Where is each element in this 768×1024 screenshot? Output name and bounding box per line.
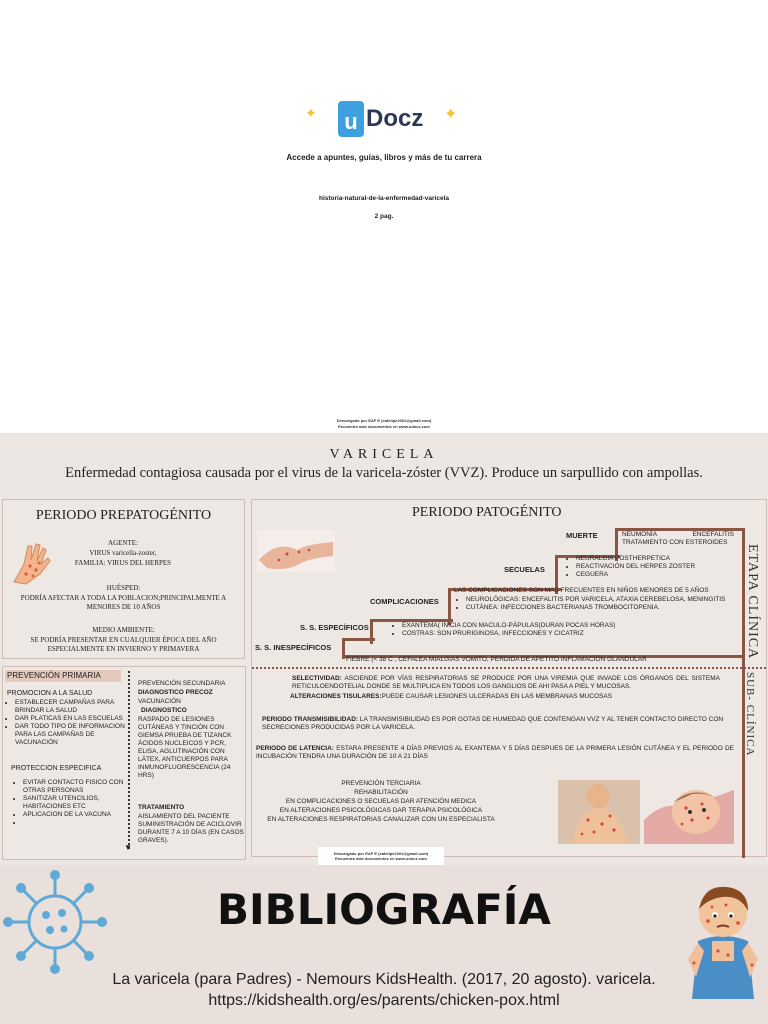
sequelae-label: SECUELAS	[504, 565, 545, 574]
tagline: Accede a apuntes, guías, libros y más de tu carrera	[286, 153, 482, 162]
download-footer: Descargado por EAF E (eafelipe2001@gmail.com)	[336, 418, 432, 423]
transmissibility-body: LA TRANSMISIBILIDAD ES POR GOTAS DE HUMEDAD QUE CONTENGAN VVZ Y AL TENER CONTACTO DIRECTO CON SECRECIONES PRODUCIDAS POR LA VARICELA.	[262, 716, 724, 731]
specific-protection-label: PROTECCION ESPECIFICA	[11, 765, 102, 772]
specific-protection-list	[11, 779, 135, 827]
environment-label: MEDIO AMBIENTE:	[92, 626, 155, 634]
rehabilitation-label: REHABILITACIÓN	[354, 789, 408, 796]
transmissibility-text	[262, 716, 728, 732]
holding-hands-image	[257, 530, 335, 572]
list-item: • DAR TODO TIPO DE INFORMACION PARA LAS CAMPAÑAS DE VACUNACIÓN	[15, 723, 137, 747]
latency-body: ESTARA PRESENTE 4 DÍAS PREVIOS AL EXANTEMA Y 5 DÍAS DESPUES DE LA PRIMERA LESIÓN CUTÁNEA Y EL PERIODO DE INCUBACIÓN TENDRA UNA DURACIÓN DE 10 A 21 DÍAS	[256, 745, 734, 760]
clinical-stage-label: ETAPA CLÍNICA	[745, 544, 760, 660]
treatment-text: AISLAMIENTO DEL PACIENTE SUMINISTRACIÓN DE ACICLOVIR DURANTE 7 A 10 DÍAS (EN CASOS GRAVES).	[138, 813, 244, 844]
logo-u: u	[338, 101, 364, 137]
specific-signs-label: S. S. ESPECÍFICOS	[300, 623, 369, 632]
nonspecific-signs-label: S. S. INESPECÍFICOS	[255, 643, 332, 652]
nonspecific-signs-text: FIEBRE (< 38 C , CEFALEA MIALGIAS VOMITO, PERDIDA DE APETITO INFLAMACIÓN GLANDULAR	[346, 656, 647, 663]
child-back-rash-image	[558, 780, 640, 844]
environment-text: SE PODRÍA PRESENTAR EN CUALQUIER ÉPOCA DEL AÑO ESPECIALMENTE EN INVIERNO Y PRIMAVERA	[30, 636, 217, 653]
agent-label: AGENTE:	[108, 539, 138, 547]
death-label: MUERTE	[566, 531, 598, 540]
child-chickenpox-illustration	[682, 881, 764, 1001]
stage-separator-line	[252, 667, 766, 669]
list-item: • CEGUERA	[576, 571, 756, 579]
early-diagnosis-label: DIAGNOSTICO PRECOZ	[138, 689, 213, 696]
bibliography-title: BIBLIOGRAFÍA	[217, 885, 551, 934]
list-item: • NEURALGIA POSTHERPETICA	[576, 555, 756, 563]
list-item: • CUTÁNEA: INFECCIONES BACTERIANAS TROMBOCITOPENIA.	[466, 604, 756, 612]
list-item: • EVITAR CONTACTO FISICO CON OTRAS PERSONAS	[23, 779, 135, 795]
sparkle-icon: ✦	[305, 105, 317, 121]
list-item: • NEUROLÓGICAS: ENCEFALITIS POR VARICELA, ATAXIA CEREBELOSA, MENINGITIS	[466, 596, 756, 604]
selectivity-label: SELECTIVIDAD:	[292, 675, 342, 682]
reference-url[interactable]: https://kidshealth.org/es/parents/chicken-pox.html	[208, 992, 560, 1009]
list-item: • DAR PLATICAS EN LAS ESCUELAS	[15, 715, 137, 723]
secondary-prevention-heading: PREVENCIÓN SECUNDARIA	[138, 680, 226, 687]
logo-text: Docz	[366, 105, 424, 132]
subclinical-stage-label: SUB- CLÍNICA	[744, 672, 756, 757]
tissue-alterations-label: ALTERACIONES TISULARES:	[290, 693, 382, 700]
health-promotion-list	[3, 699, 137, 747]
bibliography-section	[0, 865, 768, 1024]
complications-list	[454, 596, 756, 612]
tissue-alterations-text	[290, 693, 720, 701]
primary-prevention-heading: PREVENCIÓN PRIMARIA	[5, 670, 121, 682]
udocz-footer: Encuentra más documentos en www.udocz.com	[335, 856, 427, 861]
document-name: historia-natural-de-la-enfermedad-varicela	[318, 195, 450, 202]
list-item: • COSTRAS: SON PRURIGINOSA, INFECCIONES Y CICATRIZ	[402, 630, 662, 638]
varicela-poster	[0, 433, 768, 865]
infected-hand-icon	[6, 536, 58, 588]
diagnosis-label: DIAGNOSTICO	[141, 707, 187, 714]
arrow-down-icon: ▼	[124, 843, 132, 852]
list-item: • EXANTEMA( INICIA CON MACULO-PÁPULAS(DURAN POCAS HORAS)	[402, 622, 662, 630]
tertiary-line: EN ALTERACIONES PSICOLÓGICAS DAR TERAPIA PSICOLÓGICA	[279, 807, 483, 814]
poster-subtitle: Enfermedad contagiosa causada por el virus de la varicela-zóster (VVZ). Produce un sarpullido con ampollas.	[65, 465, 703, 481]
transmissibility-label: PERIODO TRANSMISIBILIDAD:	[262, 716, 359, 723]
list-item: • REACTIVACIÓN DEL HERPES ZOSTER	[576, 563, 756, 571]
latency-text	[256, 745, 734, 761]
page-count: 2 pag.	[374, 213, 394, 220]
complications-label: COMPLICACIONES	[370, 597, 439, 606]
agent-virus: VIRUS varicella-zoster,	[89, 549, 157, 557]
list-item: • APLICACION DE LA VACUNA	[23, 811, 135, 819]
baby-face-rash-image	[644, 780, 734, 844]
sequelae-list	[564, 555, 756, 579]
reference-line: La varicela (para Padres) - Nemours KidsHealth. (2017, 20 agosto). varicela.	[112, 971, 656, 988]
selectivity-body: ASCIENDE POR VÍAS RESPIRATORIAS SE PRODUCE POR UNA VIREMIA QUE INVADE LOS ÓRGANOS DEL SISTEMA RETICULOENDOTELIAL DONDE SE MULTIPLICA EN TODOS LOS GANGLIOS DE AHI PASA A PIEL Y MUCOSAS.	[292, 675, 720, 690]
prepatogenic-heading: PERIODO PREPATOGÉNITO	[35, 508, 212, 523]
prevention-box	[2, 666, 246, 860]
list-item: • ESTABLECER CAMPAÑAS PARA BRINDAR LA SALUD	[15, 699, 137, 715]
selectivity-text	[292, 675, 720, 691]
complications-intro: LAS COMPLICACIONES SON MAS FRECUENTES EN NIÑOS MENORES DE 5 AÑOS	[454, 587, 709, 594]
treatment-label: TRATAMIENTO	[138, 804, 185, 811]
host-text: PODRÍA AFECTAR A TODA LA POBLACION;PRINCIPALMENTE A MENORES DE 10 AÑOS	[20, 594, 227, 611]
udocz-logo[interactable]	[338, 100, 438, 138]
tissue-alterations-body: PUEDE CAUSAR LESIONES ULCERADAS EN LAS MEMBRANAS MUCOSAS	[381, 693, 613, 700]
early-diagnosis-text: VACUNACIÓN	[138, 698, 181, 705]
poster-footer-strip	[318, 847, 444, 865]
prepatogenic-box	[2, 499, 245, 659]
pathogenic-heading: PERIODO PATOGÉNITO	[412, 505, 562, 520]
agent-family: FAMILIA: VIRUS DEL HERPES	[74, 559, 172, 567]
pathogenic-box	[251, 499, 767, 857]
host-label: HUÉSPED:	[106, 584, 141, 592]
sparkle-icon: ✦	[444, 106, 458, 123]
cover-page	[0, 0, 768, 433]
timeline-divider	[128, 671, 130, 849]
list-item	[23, 819, 135, 827]
poster-title: VARICELA	[329, 447, 439, 462]
tertiary-line: EN COMPLICACIONES O SECUELAS DAR ATENCIÓN MEDICA	[285, 798, 477, 805]
download-footer: Descargado por EAF E (eafelipe2001@gmail.com)	[333, 851, 429, 856]
list-item: • SANITIZAR UTENCILIOS, HABITACIONES ETC	[23, 795, 135, 811]
death-text: NEUMONÍA ENCEFALITIS TRATAMIENTO CON ESTEROIDES	[622, 531, 734, 546]
tertiary-line: EN ALTERACIONES RESPIRATORIAS CANALIZAR CON UN ESPECIALISTA	[267, 816, 495, 823]
tertiary-prevention-heading: PREVENCIÓN TERCIARIA	[341, 780, 421, 787]
specific-signs-list	[390, 622, 662, 638]
udocz-footer: Encuentra más documentos en www.udocz.com	[338, 424, 430, 429]
diagnosis-text: RASPADO DE LESIONES CUTÁNEAS Y TINCIÓN CON GIEMSA PRUEBA DE TIZANCK ÁCIDOS NUCLEICOS Y PCR, ELISA, AGLUTINACIÓN CON LÁTEX, ANTICUERPOS PARA INMUNOFLUORESCENCIA (24 HRS)	[138, 716, 232, 779]
health-promotion-label: PROMOCION A LA SALUD	[7, 690, 93, 697]
latency-label: PERIODO DE LATENCIA:	[256, 745, 334, 752]
